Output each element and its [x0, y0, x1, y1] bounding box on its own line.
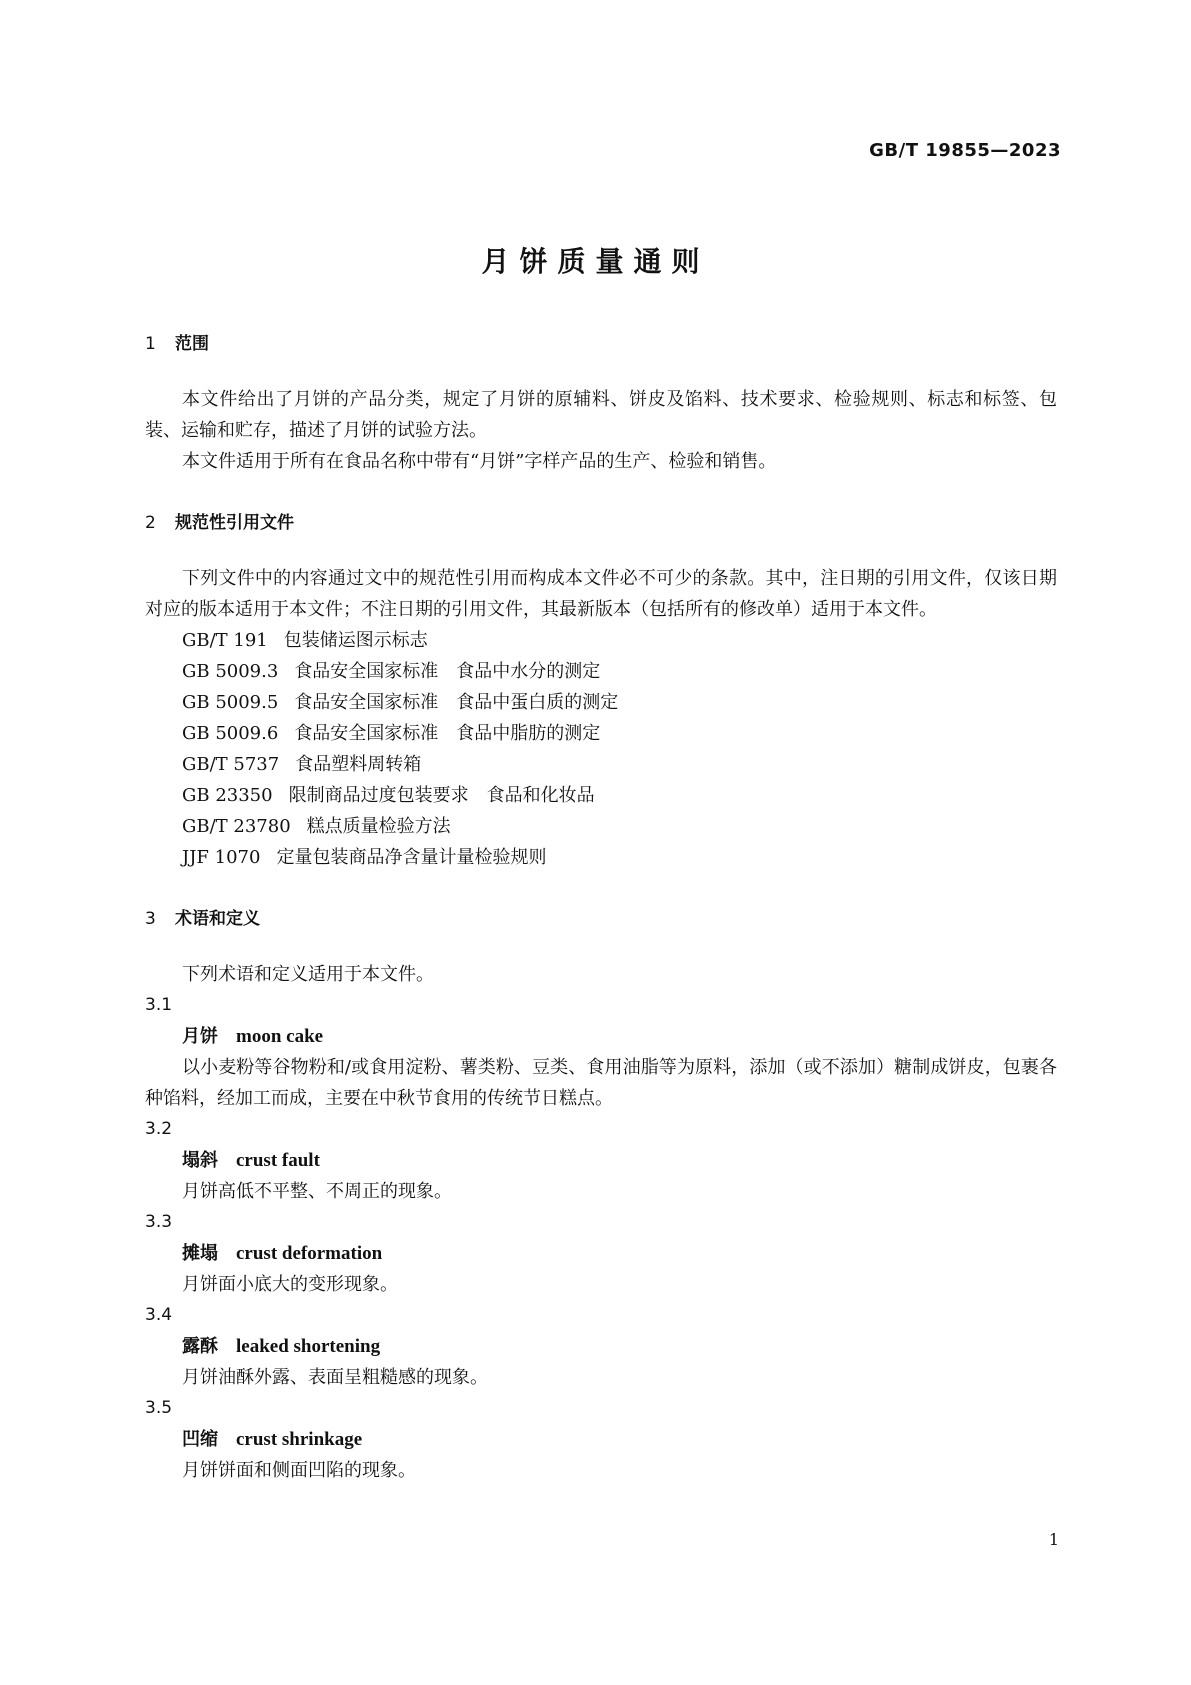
term-heading [145, 1238, 1057, 1269]
reference-title: 食品安全国家标准 食品中水分的测定 [294, 661, 601, 682]
reference-title: 定量包装商品净含量计量检验规则 [276, 847, 547, 868]
term-en: moon cake [236, 1026, 324, 1047]
reference-title: 糕点质量检验方法 [306, 816, 451, 837]
reference-title: 食品塑料周转箱 [295, 754, 422, 775]
term-heading [145, 1021, 1057, 1052]
section-terms-definitions [145, 907, 1057, 1486]
reference-title: 食品安全国家标准 食品中蛋白质的测定 [294, 692, 619, 713]
term-definition: 月饼饼面和侧面凹陷的现象。 [182, 1460, 416, 1481]
reference-code: GB/T 191 [182, 630, 268, 651]
reference-code: GB/T 5737 [182, 754, 280, 775]
term-en: crust shrinkage [236, 1429, 363, 1450]
section-number: 3 [145, 909, 156, 929]
term-entry [145, 1114, 1057, 1207]
page-number: 1 [1048, 1530, 1059, 1549]
term-zh: 露酥 [182, 1336, 218, 1357]
reference-code: GB 5009.3 [182, 661, 279, 682]
section-number: 1 [145, 334, 156, 354]
reference-item [145, 842, 1057, 873]
term-heading [145, 1145, 1057, 1176]
reference-code: GB 23350 [182, 785, 273, 806]
reference-title: 食品安全国家标准 食品中脂肪的测定 [294, 723, 601, 744]
term-en: crust fault [236, 1150, 320, 1171]
reference-title: 包装储运图示标志 [283, 630, 428, 651]
term-entry [145, 1393, 1057, 1486]
term-number: 3.1 [145, 995, 173, 1015]
section-title: 术语和定义 [175, 909, 260, 929]
reference-item [145, 718, 1057, 749]
reference-list [145, 625, 1057, 873]
term-number: 3.2 [145, 1119, 173, 1139]
term-definition: 月饼油酥外露、表面呈粗糙感的现象。 [182, 1367, 488, 1388]
standard-code: GB/T 19855—2023 [869, 140, 1061, 161]
paragraph: 下列文件中的内容通过文中的规范性引用而构成本文件必不可少的条款。其中，注日期的引用文件，仅该日期对应的版本适用于本文件；不注日期的引用文件，其最新版本（包括所有的修改单）适用于本文件。 [145, 568, 1057, 620]
term-zh: 塌斜 [182, 1150, 218, 1171]
reference-code: GB 5009.5 [182, 692, 279, 713]
term-zh: 摊塌 [182, 1243, 218, 1264]
term-entry [145, 1207, 1057, 1300]
reference-code: GB 5009.6 [182, 723, 279, 744]
term-zh: 月饼 [182, 1026, 218, 1047]
term-en: crust deformation [236, 1243, 383, 1264]
section-title: 规范性引用文件 [175, 513, 294, 533]
reference-code: JJF 1070 [182, 847, 261, 868]
section-heading [145, 332, 1057, 356]
term-zh: 凹缩 [182, 1429, 218, 1450]
term-entry [145, 990, 1057, 1114]
reference-code: GB/T 23780 [182, 816, 291, 837]
term-en: leaked shortening [236, 1336, 381, 1357]
document-body [145, 332, 1057, 1520]
reference-item [145, 811, 1057, 842]
section-heading [145, 907, 1057, 931]
reference-title: 限制商品过度包装要求 食品和化妆品 [288, 785, 595, 806]
reference-item [145, 749, 1057, 780]
term-number: 3.5 [145, 1398, 173, 1418]
reference-item [145, 780, 1057, 811]
section-scope [145, 332, 1057, 477]
section-heading [145, 511, 1057, 535]
section-normative-references [145, 511, 1057, 873]
document-title: 月饼质量通则 [481, 245, 710, 278]
paragraph: 本文件适用于所有在食品名称中带有“月饼”字样产品的生产、检验和销售。 [182, 451, 777, 472]
section-number: 2 [145, 513, 156, 533]
section-title: 范围 [175, 334, 209, 354]
term-number: 3.3 [145, 1212, 173, 1232]
term-heading [145, 1424, 1057, 1455]
term-number: 3.4 [145, 1305, 173, 1325]
reference-item [145, 687, 1057, 718]
reference-item [145, 625, 1057, 656]
term-definition: 月饼面小底大的变形现象。 [182, 1274, 398, 1295]
paragraph: 下列术语和定义适用于本文件。 [182, 964, 434, 985]
term-definition: 月饼高低不平整、不周正的现象。 [182, 1181, 452, 1202]
term-definition: 以小麦粉等谷物粉和/或食用淀粉、薯类粉、豆类、食用油脂等为原料，添加（或不添加）糖制成饼皮，包裹各种馅料，经加工而成，主要在中秋节食用的传统节日糕点。 [145, 1057, 1057, 1109]
term-entry [145, 1300, 1057, 1393]
paragraph: 本文件给出了月饼的产品分类，规定了月饼的原辅料、饼皮及馅料、技术要求、检验规则、标志和标签、包装、运输和贮存，描述了月饼的试验方法。 [145, 389, 1057, 441]
reference-item [145, 656, 1057, 687]
term-heading [145, 1331, 1057, 1362]
